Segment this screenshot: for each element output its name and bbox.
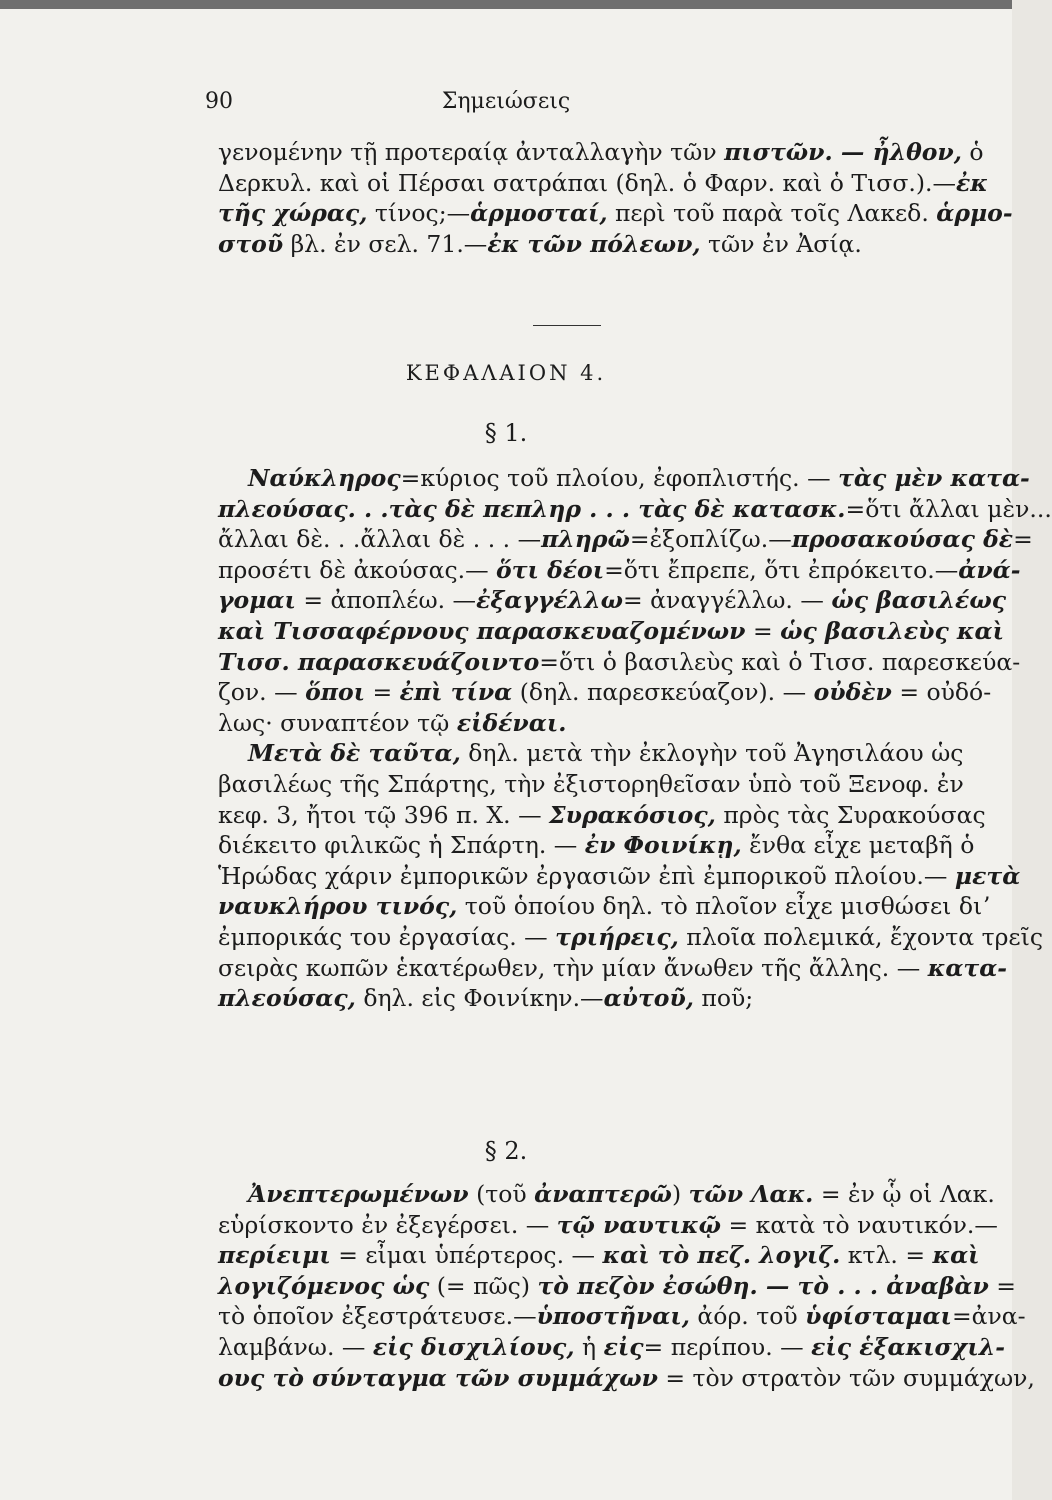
gloss-text: ἔνθα εἶχε μεταβῆ ὁ — [741, 831, 975, 860]
text-line — [218, 168, 988, 199]
continued-paragraph — [218, 137, 1013, 259]
lemma-term: ἐπὶ τίνα — [399, 678, 513, 707]
lemma-term: οὐδὲν — [813, 678, 892, 707]
book-page — [0, 9, 1052, 1500]
lemma-term: τῆς χώρας, — [218, 199, 368, 228]
gloss-text: βασιλέως τῆς Σπάρτης, τὴν ἐξιστορηθεῖσαν ὑπὸ τοῦ Ξενοφ. ἐν — [218, 769, 964, 798]
lemma-term: ἁρμοσταί, — [470, 199, 608, 228]
text-line — [218, 198, 1013, 229]
gloss-text: ) — [671, 1180, 689, 1208]
text-line — [218, 137, 988, 168]
lemma-term: ἐκ τῶν πόλεων, — [487, 229, 701, 258]
lemma-term: τὸ πεζὸν ἐσώθη. — τὸ . . . ἀναβὰν — [537, 1271, 989, 1300]
lemma-term: προσακούσας δὲ — [791, 525, 1014, 554]
gloss-text: = — [1013, 525, 1033, 554]
text-line — [218, 1240, 988, 1271]
gloss-text: = εἶμαι ὑπέρτερος. — — [330, 1241, 603, 1270]
gloss-text: ἄλλαι δὲ. . .ἄλλαι δὲ . . . — — [218, 525, 542, 554]
section-2-text — [218, 1179, 1035, 1393]
lemma-term: ους τὸ σύνταγμα τῶν συμμάχων — [218, 1363, 658, 1392]
lemma-term: ὑποστῆναι, — [536, 1302, 690, 1331]
lemma-term: λογιζόμενος ὡς — [218, 1271, 430, 1300]
section-1-text — [218, 463, 1052, 1014]
lemma-term: περίειμι — [218, 1241, 331, 1270]
lemma-term: εἰς — [603, 1332, 644, 1361]
gloss-text: =ὅτι ἄλλαι μὲν... — [845, 494, 1052, 523]
text-line — [218, 800, 988, 831]
gloss-text: τίνος;— — [367, 199, 471, 228]
lemma-term: τῷ ναυτικῷ — [556, 1210, 721, 1239]
lemma-term: ὅποι — [305, 678, 366, 707]
section-heading-2: § 2. — [484, 1137, 528, 1165]
gloss-text: ὁ — [961, 138, 984, 166]
lemma-term: μετὰ — [954, 861, 1021, 890]
gloss-text: (= πῶς) — [429, 1271, 538, 1300]
lemma-term: Ἀνεπτερωμένων — [248, 1180, 469, 1208]
lemma-term: πλεούσας, — [218, 984, 356, 1013]
lemma-term: τὰς μὲν κατα- — [838, 464, 1030, 492]
text-line — [218, 1332, 1005, 1363]
gloss-text: = τὸν στρατὸν τῶν συμμάχων, — [657, 1363, 1035, 1392]
gloss-text: Δερκυλ. καὶ οἱ Πέρσαι σατράπαι (δηλ. ὁ Φαρν. καὶ ὁ Τισσ.).— — [218, 168, 956, 197]
gloss-text: ζον. — — [218, 678, 306, 707]
lemma-term: Τισσ. παρασκευάζοιντο — [218, 647, 540, 676]
gloss-text: = ἀναγγέλλω. — — [623, 586, 832, 615]
lemma-term: ἐν Φοινίκῃ, — [584, 831, 742, 860]
lemma-term: εἰς δισχιλίους, — [372, 1332, 575, 1361]
gloss-text: γενομένην τῇ προτεραίᾳ ἀνταλλαγὴν τῶν — [218, 138, 725, 166]
gloss-text: = ἐν ᾧ οἱ Λακ. — [813, 1180, 995, 1208]
lemma-term: εἰς ἑξακισχιλ- — [811, 1332, 1005, 1361]
gloss-text: = ἀποπλέω. — — [295, 586, 477, 615]
text-line — [218, 983, 988, 1014]
lemma-term: ἐκ — [955, 168, 988, 197]
gloss-text: λως· συναπτέον τῷ — [218, 708, 457, 737]
gloss-text: σειρὰς κωπῶν ἑκατέρωθεν, τὴν μίαν ἄνωθεν τῆς ἄλλης. — — [218, 953, 928, 982]
lemma-term: τριήρεις, — [555, 922, 679, 951]
gloss-text: πλοῖα πολεμικά, ἔχοντα τρεῖς — [678, 922, 1043, 951]
gloss-text: =ὅτι ἔπρεπε, ὅτι ἐπρόκειτο.— — [604, 555, 959, 584]
gloss-text: κτλ. = — [840, 1241, 933, 1270]
lemma-term: καὶ — [932, 1241, 980, 1270]
text-line — [218, 953, 1008, 984]
lemma-term: ὡς βασιλέως — [831, 586, 1007, 615]
lemma-term: ἀνά- — [958, 555, 1021, 584]
page-header — [0, 89, 1012, 119]
lemma-term: ἁρμο- — [936, 199, 1013, 228]
divider-rule — [533, 325, 601, 326]
gloss-text: (τοῦ — [468, 1180, 535, 1208]
text-line — [218, 738, 988, 769]
gloss-text: =ἀνα- — [951, 1302, 1026, 1331]
text-line — [218, 229, 988, 260]
gloss-text: βλ. ἐν σελ. 71.— — [283, 229, 488, 258]
text-line — [218, 555, 1021, 586]
text-line — [218, 891, 988, 922]
lemma-term: εἰδέναι. — [456, 708, 567, 737]
scan-top-edge — [0, 0, 1012, 9]
lemma-term: ὅτι δέοι — [496, 555, 605, 584]
gloss-text: προσέτι δὲ ἀκούσας.— — [218, 555, 497, 584]
gloss-text: διέκειτο φιλικῶς ἡ Σπάρτη. — — [218, 831, 585, 860]
lemma-term: αὐτοῦ, — [603, 984, 694, 1013]
lemma-term: Μετὰ δὲ ταῦτα, — [248, 739, 461, 768]
gloss-text: (δηλ. παρεσκεύαζον). — — [512, 678, 814, 707]
lemma-term: καὶ τὸ πεζ. λογιζ. — [602, 1241, 841, 1270]
text-line — [218, 1301, 1026, 1332]
lemma-term: ἀναπτερῶ — [534, 1180, 672, 1208]
text-line — [218, 1271, 1016, 1302]
text-line — [218, 616, 1005, 647]
text-line — [218, 524, 1033, 555]
section-heading-1: § 1. — [484, 419, 528, 447]
gloss-text: =ἐξοπλίζω.— — [629, 525, 792, 554]
gloss-text: ποῦ; — [693, 984, 754, 1013]
gloss-text: πρὸς τὰς Συρακούσας — [715, 800, 986, 829]
lemma-term: ἐξαγγέλλω — [476, 586, 623, 615]
gloss-text: = κατὰ τὸ ναυτικόν.— — [721, 1210, 998, 1239]
page-number: 90 — [205, 89, 233, 114]
lemma-term: πληρῶ — [541, 525, 630, 554]
gloss-text: δηλ. μετὰ τὴν ἐκλογὴν τοῦ Ἀγησιλάου ὡς — [460, 739, 964, 768]
lemma-term: ναυκλήρου τινός, — [218, 892, 458, 921]
gloss-text: κεφ. 3, ἤτοι τῷ 396 π. Χ. — — [218, 800, 550, 829]
gloss-text: εὑρίσκοντο ἐν ἐξεγέρσει. — — [218, 1210, 557, 1239]
text-line — [218, 1363, 1035, 1394]
lemma-term: καὶ Τισσαφέρνους παρασκευαζομένων — [218, 616, 746, 645]
text-line — [218, 647, 1021, 678]
text-line — [218, 861, 1021, 892]
text-line — [218, 922, 1043, 953]
gloss-text: ἡ — [574, 1332, 604, 1361]
text-line — [218, 494, 1052, 525]
lemma-term: τῶν Λακ. — [688, 1180, 814, 1208]
gloss-text: = — [745, 616, 781, 645]
gloss-text: δηλ. εἰς Φοινίκην.— — [355, 984, 604, 1013]
gloss-text: τῶν ἐν Ἀσίᾳ. — [700, 229, 862, 258]
gloss-text: ἐμπορικάς του ἐργασίας. — — [218, 922, 556, 951]
gloss-text: λαμβάνω. — — [218, 1332, 373, 1361]
lemma-term: στοῦ — [218, 229, 284, 258]
gloss-text: τὸ ὁποῖον ἐξεστράτευσε.— — [218, 1302, 537, 1331]
running-title: Σημειώσεις — [441, 89, 571, 114]
lemma-term: πιστῶν. — ἦλθον, — [724, 138, 962, 166]
lemma-term: γομαι — [218, 586, 296, 615]
gloss-text: = — [365, 678, 400, 707]
lemma-term: ὡς βασιλεὺς καὶ — [780, 616, 1005, 645]
lemma-term: κατα- — [927, 953, 1008, 982]
text-line — [218, 463, 1030, 494]
text-line — [218, 708, 988, 739]
gloss-text: =ὅτι ὁ βασιλεὺς καὶ ὁ Τισσ. παρεσκεύα- — [539, 647, 1021, 676]
lemma-term: Ναύκληρος — [248, 464, 401, 492]
text-line — [218, 769, 988, 800]
gloss-text: Ἡρώδας χάριν ἐμπορικῶν ἐργασιῶν ἐπὶ ἐμπορικοῦ πλοίου.— — [218, 861, 955, 890]
gloss-text: =κύριος τοῦ πλοίου, ἐφοπλιστής. — — [400, 464, 839, 492]
text-line — [218, 1210, 998, 1241]
gloss-text: περὶ τοῦ παρὰ τοῖς Λακεδ. — [607, 199, 937, 228]
lemma-term: ὑφίσταμαι — [805, 1302, 952, 1331]
lemma-term: πλεούσας. . .τὰς δὲ πεπληρ . . . τὰς δὲ κατασκ. — [218, 494, 846, 523]
text-line — [218, 585, 1007, 616]
chapter-title: ΚΕΦΑΛΑΙΟΝ 4. — [405, 361, 607, 385]
gloss-text: ἀόρ. τοῦ — [689, 1302, 806, 1331]
gloss-text: = οὐδό- — [891, 678, 992, 707]
gloss-text: τοῦ ὁποίου δηλ. τὸ πλοῖον εἶχε μισθώσει διʼ — [457, 892, 990, 921]
text-line — [218, 830, 988, 861]
text-line — [218, 1179, 995, 1210]
text-line — [218, 677, 992, 708]
lemma-term: Συρακόσιος, — [549, 800, 716, 829]
gloss-text: = περίπου. — — [643, 1332, 812, 1361]
gloss-text: = — [988, 1271, 1016, 1300]
